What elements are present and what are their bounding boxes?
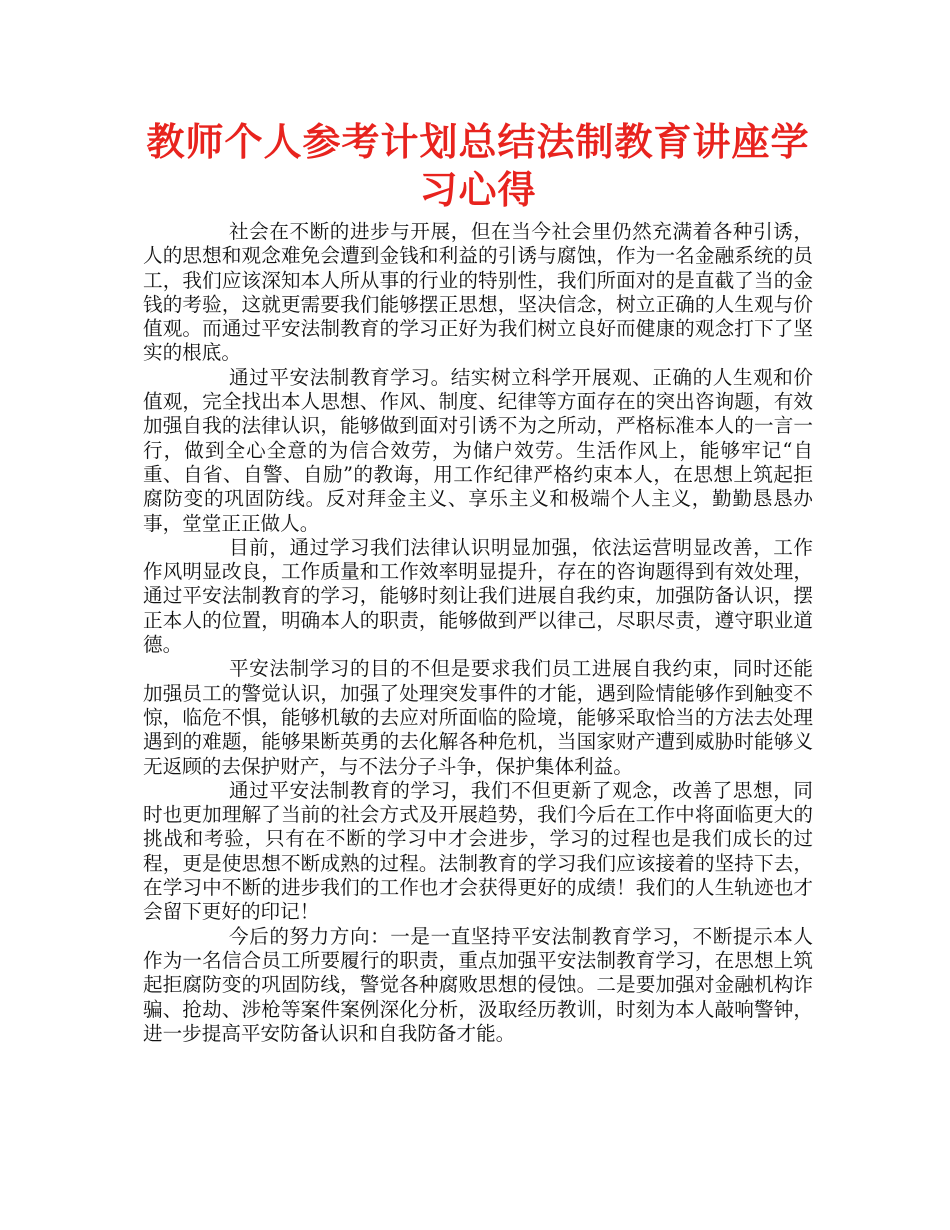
paragraph-5: 通过平安法制教育的学习，我们不但更新了观念，改善了思想，同时也更加理解了当前的社会方式及开展趋势，我们今后在工作中将面临更大的挑战和考验，只有在不断的学习中才会进步，学习的过程也是我们成长的过程，更是使思想不断成熟的过程。法制教育的学习我们应该接着的坚持下去，在学习中不断的进步我们的工作也才会获得更好的成绩！我们的人生轨迹也才会留下更好的印记！ [143, 778, 813, 924]
document-title: 教师个人参考计划总结法制教育讲座学习心得 [146, 120, 810, 212]
paragraph-3: 目前，通过学习我们法律认识明显加强，依法运营明显改善，工作作风明显改良，工作质量和工作效率明显提升，存在的咨询题得到有效处理，通过平安法制教育的学习，能够时刻让我们进展自我约束，加强防备认识，摆正本人的位置，明确本人的职责，能够做到严以律己，尽职尽责，遵守职业道德。 [143, 535, 813, 657]
paragraph-1: 社会在不断的进步与开展，但在当今社会里仍然充满着各种引诱，人的思想和观念难免会遭到金钱和利益的引诱与腐蚀，作为一名金融系统的员工，我们应该深知本人所从事的行业的特别性，我们所面对的是直截了当的金钱的考验，这就更需要我们能够摆正思想，坚决信念，树立正确的人生观与价值观。而通过平安法制教育的学习正好为我们树立良好而健康的观念打下了坚实的根底。 [143, 220, 813, 365]
document-body [143, 220, 813, 1046]
paragraph-4: 平安法制学习的目的不但是要求我们员工进展自我约束，同时还能加强员工的警觉认识，加强了处理突发事件的才能，遇到险情能够作到触变不惊，临危不惧，能够机敏的去应对所面临的险境，能够采取恰当的方法去处理遇到的难题，能够果断英勇的去化解各种危机，当国家财产遭到威胁时能够义无返顾的去保护财产，与不法分子斗争，保护集体利益。 [143, 657, 813, 778]
document-page [143, 118, 813, 1046]
paragraph-2: 通过平安法制教育学习。结实树立科学开展观、正确的人生观和价值观，完全找出本人思想、作风、制度、纪律等方面存在的突出咨询题，有效加强自我的法律认识，能够做到面对引诱不为之所动，严格标准本人的一言一行，做到全心全意的为信合效劳，为储户效劳。生活作风上，能够牢记“自重、自省、自警、自励”的教诲，用工作纪律严格约束本人，在思想上筑起拒腐防变的巩固防线。反对拜金主义、享乐主义和极端个人主义，勤勤恳恳办事，堂堂正正做人。 [143, 365, 813, 535]
paragraph-6: 今后的努力方向：一是一直坚持平安法制教育学习，不断提示本人作为一名信合员工所要履行的职责，重点加强平安法制教育学习，在思想上筑起拒腐防变的巩固防线，警觉各种腐败思想的侵蚀。二是要加强对金融机构诈骗、抢劫、涉枪等案件案例深化分析，汲取经历教训，时刻为本人敲响警钟，进一步提高平安防备认识和自我防备才能。 [143, 924, 813, 1045]
